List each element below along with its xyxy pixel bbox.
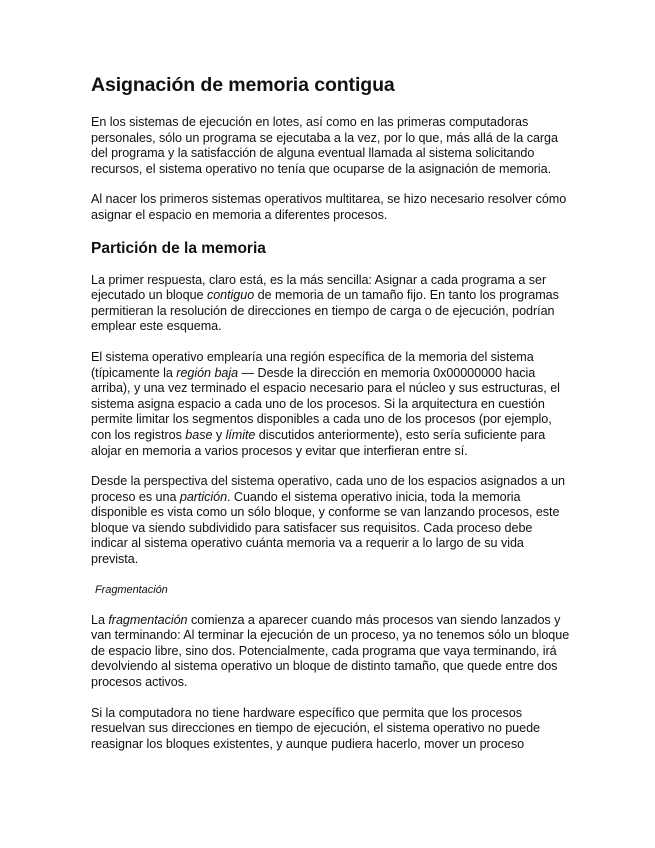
document-page [91,72,571,767]
section-paragraph-1 [91,273,571,335]
section-paragraph-3 [91,474,571,568]
text-span: — Desde la dirección en memoria 0x00000000 hacia arriba), y una vez terminado el espacio necesario para el núcleo y sus estructuras, el sistema asigna espacio a cada uno de los procesos. Si la arquitectura en cuestión permite limitar los segmentos disponibles a cada uno de los procesos (por ejemplo, con los registros [91,365,560,442]
text-span: y [212,427,226,442]
text-span: El sistema operativo emplearía una región específica de la memoria del sistema (típicamente la [91,349,534,380]
emphasis-region-baja: región baja [176,365,239,380]
text-span: La primer respuesta, claro está, es la más sencilla: Asignar a cada programa a ser ejecutado un bloque [91,272,547,303]
text-span: . Cuando el sistema operativo inicia, toda la memoria disponible es vista como un sólo bloque, y conforme se van lanzando procesos, este bloque va siendo subdividido para satisfacer sus requisitos. Cada proceso debe indicar al sistema operativo cuánta memoria va a requerir a lo largo de su vida prevista. [91,489,560,567]
page-title: Asignación de memoria contigua [91,74,395,96]
section-paragraph-2 [91,350,571,459]
emphasis-base: base [185,427,213,442]
subsection-heading: Fragmentación [95,583,168,596]
text-span: de memoria de un tamaño fijo. En tanto los programas permitieran la resolución de direcciones en tiempo de carga o de ejecución, podrían emplear este esquema. [91,288,559,334]
intro-paragraph-2: Al nacer los primeros sistemas operativos multitarea, se hizo necesario resolver cómo asignar el espacio en memoria a diferentes procesos. [91,192,567,222]
text-span: comienza a aparecer cuando más procesos van siendo lanzados y van terminando: Al terminar la ejecución de un proceso, ya no tenemos sólo un bloque de espacio libre, sino dos. Potencialmente, cada programa que vaya terminando, irá devolviendo al sistema operativo un bloque de distinto tamaño, que quede entre dos procesos activos. [91,612,570,690]
emphasis-fragmentacion: fragmentación [108,612,188,627]
section-paragraph-4 [91,613,571,691]
section-heading: Partición de la memoria [91,239,266,257]
text-span: La [91,612,109,627]
text-span: Desde la perspectiva del sistema operativo, cada uno de los espacios asignados a un proceso es una [91,474,566,504]
emphasis-contiguo: contiguo [206,288,255,303]
text-span: discutidos anteriormente), esto sería suficiente para alojar en memoria a varios procesos y evitar que interfieran entre sí. [91,427,546,458]
emphasis-particion: partición [179,489,228,504]
section-paragraph-5: Si la computadora no tiene hardware específico que permita que los procesos resuelvan sus direcciones en tiempo de ejecución, el sistema operativo no puede reasignar los bloques existentes, y aunque pudiera hacerlo, mover un proceso [91,705,540,751]
emphasis-limite: límite [225,427,256,442]
intro-paragraph-1: En los sistemas de ejecución en lotes, así como en las primeras computadoras personales, sólo un programa se ejecutaba a la vez, por lo que, más allá de la carga del programa y la satisfacción de alguna eventual llamada al sistema solicitando recursos, el sistema operativo no tenía que ocuparse de la asignación de memoria. [91,115,558,176]
